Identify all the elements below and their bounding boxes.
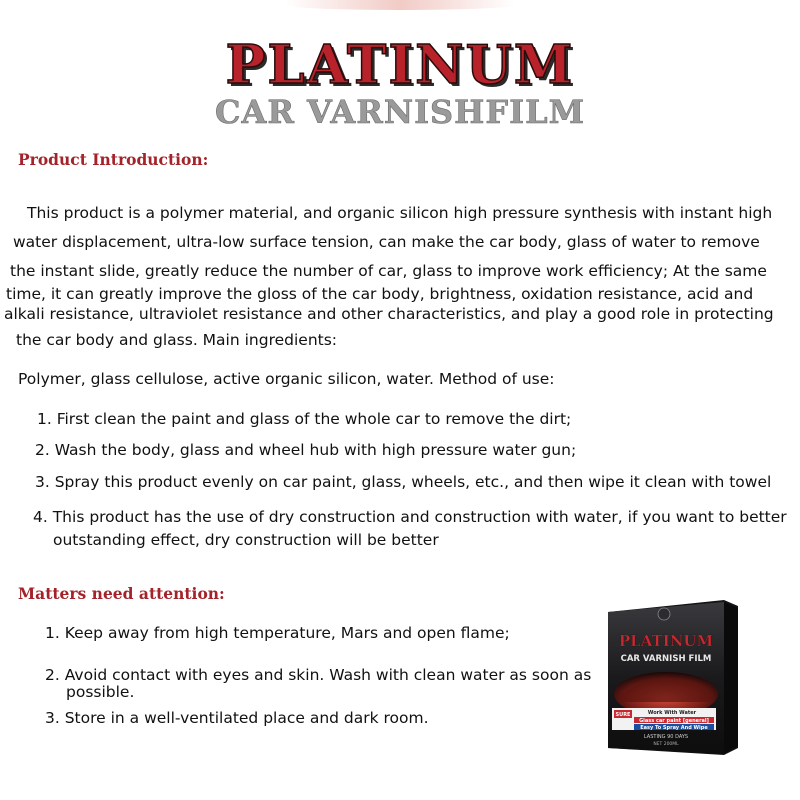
method-step: 2. Wash the body, glass and wheel hub with high pressure water gun; xyxy=(35,441,577,459)
ingredients-line: Polymer, glass cellulose, active organic silicon, water. Method of use: xyxy=(18,370,555,388)
intro-line: time, it can greatly improve the gloss of the car body, brightness, oxidation resistance, acid and xyxy=(6,285,754,303)
attention-item-continuation: possible. xyxy=(66,683,135,701)
attention-item: 1. Keep away from high temperature, Mars and open flame; xyxy=(45,624,510,642)
page-subtitle: CAR VARNISHFILM xyxy=(215,93,585,131)
intro-line: This product is a polymer material, and organic silicon high pressure synthesis with instant high xyxy=(27,204,773,222)
page-title: PLATINUM xyxy=(225,34,575,96)
method-step: 4. This product has the use of dry construction and construction with water, if you want to better xyxy=(33,508,787,526)
intro-heading: Product Introduction: xyxy=(18,150,209,169)
intro-line: the instant slide, greatly reduce the number of car, glass to improve work efficiency; At the same xyxy=(10,262,767,280)
attention-heading: Matters need attention: xyxy=(18,584,225,603)
box-subtitle: CAR VARNISH FILM xyxy=(620,654,712,664)
attention-item: 2. Avoid contact with eyes and skin. Wash with clean water as soon as xyxy=(45,666,592,684)
box-tag: Glass car paint [general] xyxy=(639,718,709,724)
product-box-image xyxy=(600,598,745,755)
box-footer: LASTING 90 DAYS xyxy=(643,734,689,740)
method-step: 1. First clean the paint and glass of the whole car to remove the dirt; xyxy=(37,410,572,428)
attention-item: 3. Store in a well-ventilated place and dark room. xyxy=(45,709,429,727)
intro-line: the car body and glass. Main ingredients: xyxy=(16,331,338,349)
product-box-graphic xyxy=(600,598,745,755)
box-title: PLATINUM xyxy=(618,632,714,650)
method-step: 3. Spray this product evenly on car paint, glass, wheels, etc., and then wipe it clean with towel xyxy=(35,473,772,491)
brand-logo-icon xyxy=(658,608,670,620)
box-badge: SURE xyxy=(615,712,631,718)
intro-line: water displacement, ultra-low surface tension, can make the car body, glass of water to remove xyxy=(13,233,760,251)
box-tag: Easy To Spray And Wipe xyxy=(640,725,708,731)
box-tag: Work With Water xyxy=(647,710,697,716)
intro-line: alkali resistance, ultraviolet resistance and other characteristics, and play a good role in protecting xyxy=(4,305,774,323)
box-footer: NET 200ML xyxy=(653,742,679,747)
top-decoration xyxy=(285,0,515,10)
method-step-continuation: outstanding effect, dry construction will be better xyxy=(53,531,439,549)
